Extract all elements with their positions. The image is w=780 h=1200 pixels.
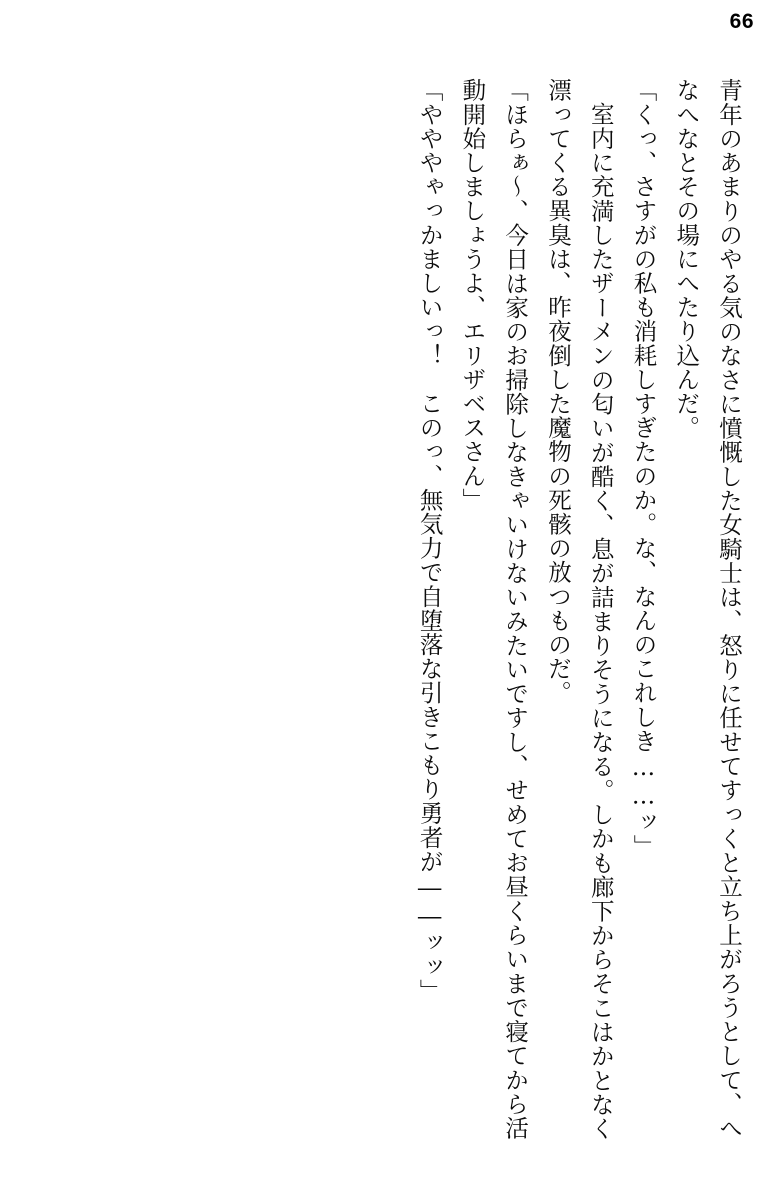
paragraph: 「くっ、さすがの私も消耗しすぎたのか。な、なんのこれしき……ッ」: [629, 78, 658, 859]
paragraph: 「ほらぁ～、今日は家のお掃除しなきゃいけないみたいですし、せめてお昼くらいまで寝てから活動開始しましょうよ、エリザベスさん」: [458, 78, 530, 1140]
paragraph: 青年のあまりのやる気のなさに憤慨した女騎士は、怒りに任せてすっくと立ち上がろうとして、へなへなとその場にへたり込んだ。: [672, 78, 743, 1140]
paragraph: 室内に充満したザーメンの匂いが酷く、息が詰まりそうになる。しかも廊下からそこはかとなく漂ってくる異臭は、昨夜倒した魔物の死骸の放つものだ。: [543, 78, 615, 1140]
page-number: 66: [729, 10, 754, 33]
body-text-block: [30, 78, 750, 1140]
paragraph: 「やややゃっかましいっ！ このっ、無気力で自堕落な引きこもり勇者が――ッッ」: [415, 78, 444, 1003]
